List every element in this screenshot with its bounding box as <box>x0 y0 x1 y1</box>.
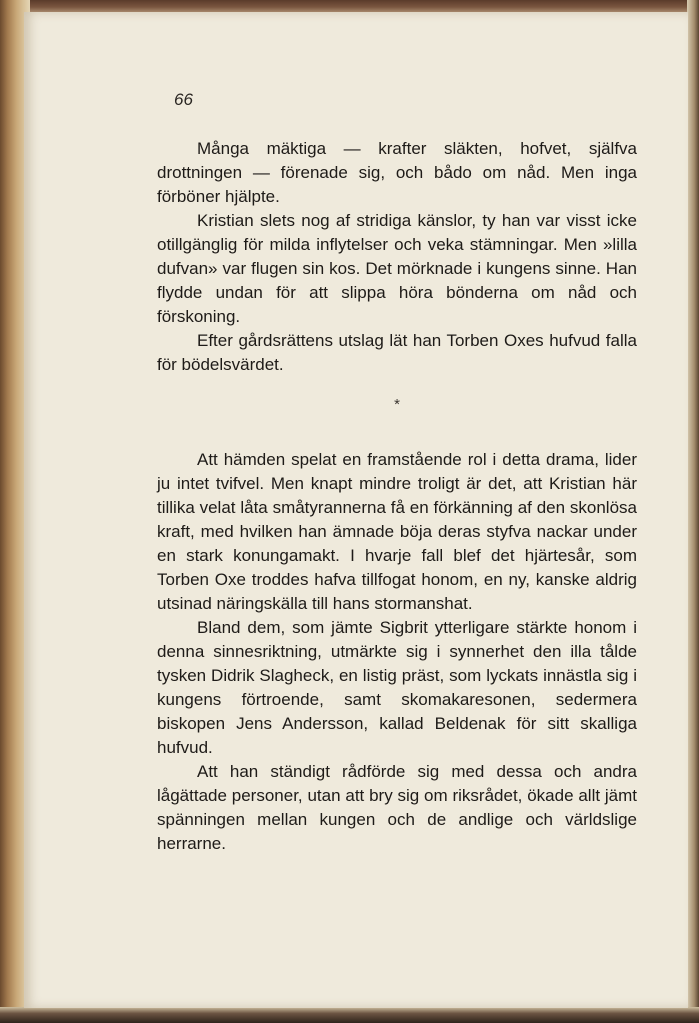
paragraph: Kristian slets nog af stridiga känslor, ty han var visst icke otillgänglig för milda inflytelser och veka stämningar. Men »lilla dufvan» var flugen sin kos. Det mörknade i kungens sinne. Han flydde undan för att slippa höra bönderna om nåd och förskoning. <box>157 211 637 326</box>
section-two <box>157 448 637 856</box>
paragraph: Att han ständigt rådförde sig med dessa och andra lågättade personer, utan att bry sig om riksrådet, ökade allt jämt spänningen mellan kungen och de andlige och världslige herrarne. <box>157 762 637 853</box>
paragraph: Bland dem, som jämte Sigbrit ytterligare stärkte honom i denna sinnesriktning, utmärkte sig i synnerhet den illa tålde tysken Didrik Slagheck, en listig präst, som lyckats innästla sig i kungens förtroende, samt skomakaresonen, sedermera biskopen Jens Andersson, kallad Beldenak för sitt skalliga hufvud. <box>157 618 637 757</box>
bottom-edge <box>0 1007 699 1023</box>
paragraph: Efter gårdsrättens utslag lät han Torben Oxes hufvud falla för bödelsvärdet. <box>157 331 637 374</box>
paragraph: Att hämden spelat en framstående rol i detta drama, lider ju intet tvifvel. Men knapt mindre troligt är det, att Kristian här tillika velat låta småtyrannerna få en förkänning af den skonlösa kraft, med hvilken han ämnade böja deras styfva nackar under en stark konungamakt. I hvarje fall blef det hjärtesår, som Torben Oxe troddes hafva tillfogat honom, en ny, kanske aldrig utsinad näringskälla till hans stormanshat. <box>157 450 637 613</box>
section-one <box>157 137 637 377</box>
page-paper <box>24 12 688 1008</box>
section-separator: * <box>394 396 400 413</box>
page-number: 66 <box>174 90 193 109</box>
right-edge <box>687 0 699 1023</box>
paragraph: Många mäktiga — krafter släkten, hofvet, själfva drottningen — förenade sig, och bådo om nåd. Men inga förböner hjälpte. <box>157 139 637 206</box>
